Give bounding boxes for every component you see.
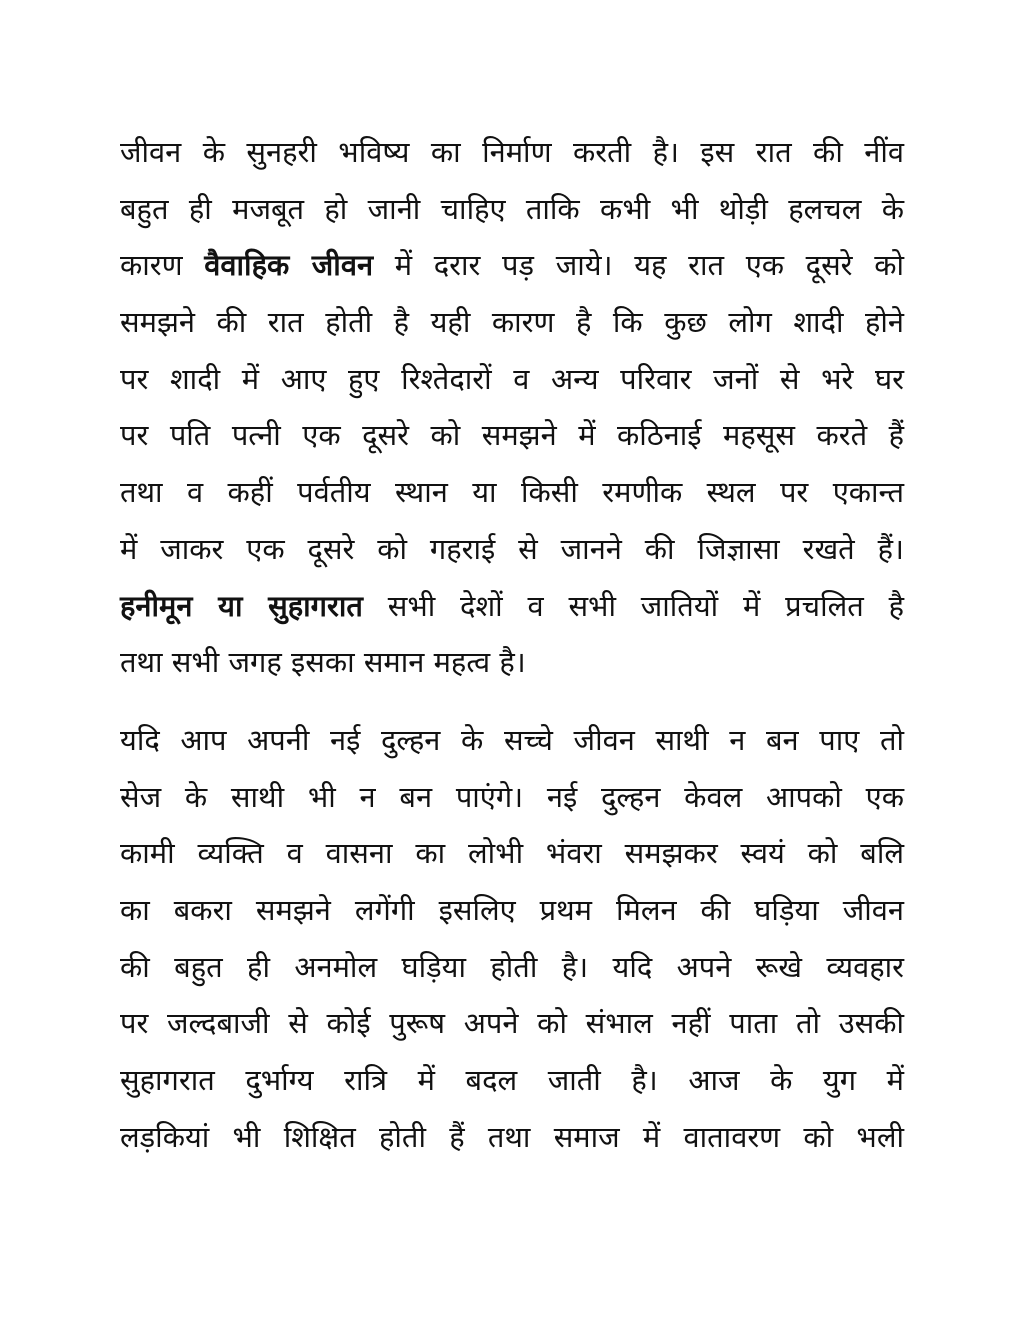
paragraph-1-line-9	[120, 578, 904, 635]
paragraph-2-line-7: सुहागरात दुर्भाग्य रात्रि में बदल जाती है। आज के युग में	[120, 1063, 904, 1098]
paragraph-1-line-5: पर शादी में आए हुए रिश्तेदारों व अन्य परिवार जनों से भरे घर	[120, 361, 904, 396]
paragraph-1	[120, 124, 904, 691]
bold-term-honeymoon: हनीमून या सुहागरात	[120, 588, 363, 623]
paragraph-1-line-1: जीवन के सुनहरी भविष्य का निर्माण करती है। इस रात की नींव	[120, 135, 904, 169]
paragraph-1-line-6: पर पति पत्नी एक दूसरे को समझने में कठिनाई महसूस करते हैं	[120, 418, 904, 453]
paragraph-2-line-8: लड़कियां भी शिक्षित होती हैं तथा समाज में वातावरण को भली	[120, 1119, 904, 1154]
paragraph-1-line-2: बहुत ही मजबूत हो जानी चाहिए ताकि कभी भी थोड़ी हलचल के	[120, 191, 904, 226]
paragraph-1-line-3	[120, 237, 904, 294]
line-3-prefix-text: कारण	[120, 248, 205, 283]
paragraph-2-line-2: सेज के साथी भी न बन पाएंगे। नई दुल्हन केवल आपको एक	[120, 779, 904, 814]
paragraph-2-line-6: पर जल्दबाजी से कोई पुरूष अपने को संभाल नहीं पाता तो उसकी	[120, 1006, 904, 1041]
paragraph-2-line-3: कामी व्यक्ति व वासना का लोभी भंवरा समझकर स्वयं को बलि	[120, 836, 904, 871]
paragraph-2	[120, 712, 904, 1166]
paragraph-2-line-1: यदि आप अपनी नई दुल्हन के सच्चे जीवन साथी न बन पाए तो	[120, 723, 904, 757]
line-9-suffix-text: सभी देशों व सभी जातियों में प्रचलित है	[362, 588, 904, 623]
bold-term-vaivahik-jeevan: वैवाहिक जीवन	[204, 248, 374, 283]
paragraph-1-line-8: में जाकर एक दूसरे को गहराई से जानने की जिज्ञासा रखते हैं।	[120, 531, 904, 566]
paragraph-1-line-4: समझने की रात होती है यही कारण है कि कुछ लोग शादी होने	[120, 305, 904, 340]
paragraph-1-line-7: तथा व कहीं पर्वतीय स्थान या किसी रमणीक स्थल पर एकान्त	[120, 475, 904, 510]
paragraph-1-line-10: तथा सभी जगह इसका समान महत्व है।	[120, 645, 526, 680]
paragraph-2-line-5: की बहुत ही अनमोल घड़िया होती है। यदि अपने रूखे व्यवहार	[120, 949, 904, 984]
paragraph-2-line-4: का बकरा समझने लगेंगी इसलिए प्रथम मिलन की घड़िया जीवन	[120, 893, 904, 928]
line-3-suffix-text: में दरार पड़ जाये। यह रात एक दूसरे को	[373, 248, 904, 283]
